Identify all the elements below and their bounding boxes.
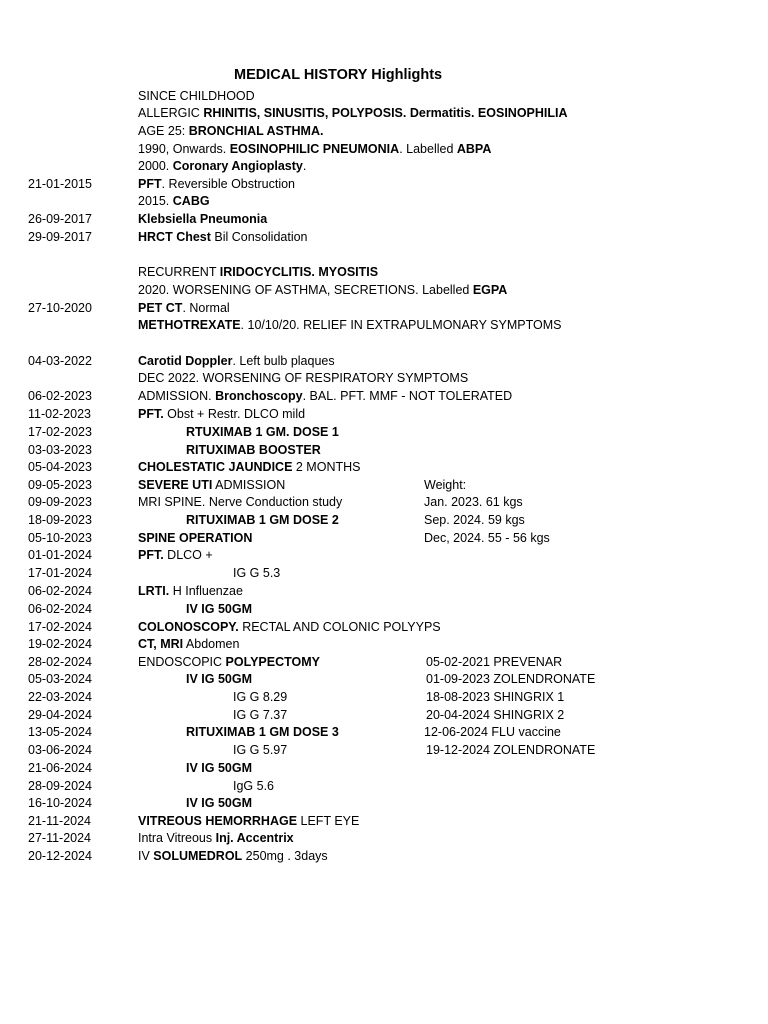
history-row [0,813,768,830]
entry-text: Carotid Doppler. Left bulb plaques [138,354,335,368]
entry-text: CT, MRI Abdomen [138,637,240,651]
entry-text: ADMISSION. Bronchoscopy. BAL. PFT. MMF - NOT TOLERATED [138,389,513,403]
history-row [0,229,768,246]
entry-text: 1990, Onwards. EOSINOPHILIC PNEUMONIA. Labelled ABPA [138,142,492,156]
history-row [0,547,768,564]
history-row [0,654,768,671]
entry-date: 05-03-2024 [28,672,92,686]
history-row [0,494,768,511]
side-note: Sep. 2024. 59 kgs [424,513,525,527]
entry-date: 20-12-2024 [28,849,92,863]
history-row [0,512,768,529]
entry-text: SINCE CHILDHOOD [138,89,255,103]
entry-text: RTUXIMAB 1 GM. DOSE 1 [186,425,339,439]
side-note: Jan. 2023. 61 kgs [424,495,523,509]
history-row [0,158,768,175]
history-row [0,530,768,547]
entry-text: RITUXIMAB 1 GM DOSE 3 [186,725,339,739]
history-row [0,193,768,210]
entry-date: 29-09-2017 [28,230,92,244]
history-row [0,671,768,688]
entry-date: 04-03-2022 [28,354,92,368]
entry-text: RITUXIMAB 1 GM DOSE 2 [186,513,339,527]
entry-date: 17-02-2024 [28,620,92,634]
entry-text: MRI SPINE. Nerve Conduction study [138,495,343,509]
entry-date: 18-09-2023 [28,513,92,527]
history-row [0,583,768,600]
history-row [0,406,768,423]
history-row [0,778,768,795]
entry-text: AGE 25: BRONCHIAL ASTHMA. [138,124,324,138]
entry-date: 09-05-2023 [28,478,92,492]
entry-date: 21-11-2024 [28,814,92,828]
history-row [0,141,768,158]
entry-text: LRTI. H Influenzae [138,584,243,598]
side-note: 20-04-2024 SHINGRIX 2 [426,708,565,722]
side-note: 01-09-2023 ZOLENDRONATE [426,672,596,686]
entry-text: ENDOSCOPIC POLYPECTOMY [138,655,320,669]
history-row [0,123,768,140]
entry-text: IV IG 50GM [186,602,252,616]
entry-text: DEC 2022. WORSENING OF RESPIRATORY SYMPTOMS [138,371,469,385]
entry-date: 17-02-2023 [28,425,92,439]
entry-date: 28-02-2024 [28,655,92,669]
entry-date: 03-03-2023 [28,443,92,457]
entry-date: 05-04-2023 [28,460,92,474]
history-row [0,282,768,299]
entry-text: PFT. DLCO + [138,548,213,562]
entry-text: SPINE OPERATION [138,531,253,545]
entry-date: 21-06-2024 [28,761,92,775]
side-note: Weight: [424,478,467,492]
history-row [0,760,768,777]
history-row [0,477,768,494]
entry-date: 26-09-2017 [28,212,92,226]
side-note: Dec, 2024. 55 - 56 kgs [424,531,550,545]
entry-date: 19-02-2024 [28,637,92,651]
history-row [0,424,768,441]
entry-date: 03-06-2024 [28,743,92,757]
history-row [0,370,768,387]
entry-date: 29-04-2024 [28,708,92,722]
entry-text: IG G 5.3 [233,566,281,580]
history-row [0,565,768,582]
history-row [0,105,768,122]
entry-date: 13-05-2024 [28,725,92,739]
side-note: 18-08-2023 SHINGRIX 1 [426,690,565,704]
history-row [0,636,768,653]
entry-date: 09-09-2023 [28,495,92,509]
entry-date: 06-02-2023 [28,389,92,403]
entry-text: 2000. Coronary Angioplasty. [138,159,307,173]
entry-date: 21-01-2015 [28,177,92,191]
history-row [0,388,768,405]
entry-text: IG G 7.37 [233,708,288,722]
entry-text: VITREOUS HEMORRHAGE LEFT EYE [138,814,360,828]
history-row [0,601,768,618]
entry-date: 11-02-2023 [28,407,92,421]
entry-text: IV IG 50GM [186,761,252,775]
history-row [0,848,768,865]
entry-date: 06-02-2024 [28,602,92,616]
entry-text: IG G 5.97 [233,743,288,757]
entry-text: PFT. Reversible Obstruction [138,177,295,191]
entry-date: 05-10-2023 [28,531,92,545]
history-row [0,211,768,228]
entry-text: CHOLESTATIC JAUNDICE 2 MONTHS [138,460,361,474]
history-row [0,353,768,370]
page-title: MEDICAL HISTORY Highlights [234,67,443,83]
entry-text: Intra Vitreous Inj. Accentrix [138,831,294,845]
entry-text: SEVERE UTI ADMISSION [138,478,286,492]
entry-date: 27-10-2020 [28,301,92,315]
entry-text: COLONOSCOPY. RECTAL AND COLONIC POLYYPS [138,620,441,634]
entry-date: 01-01-2024 [28,548,92,562]
entry-text: RECURRENT IRIDOCYCLITIS. MYOSITIS [138,265,379,279]
history-row [0,619,768,636]
entry-text: 2020. WORSENING OF ASTHMA, SECRETIONS. Labelled EGPA [138,283,508,297]
entry-text: PET CT. Normal [138,301,230,315]
entry-text: IG G 8.29 [233,690,288,704]
history-row [0,176,768,193]
entry-text: PFT. Obst + Restr. DLCO mild [138,407,306,421]
side-note: 12-06-2024 FLU vaccine [424,725,561,739]
history-row [0,459,768,476]
entry-text: METHOTREXATE. 10/10/20. RELIEF IN EXTRAPULMONARY SYMPTOMS [138,318,562,332]
history-row [0,707,768,724]
side-note: 05-02-2021 PREVENAR [426,655,563,669]
entry-date: 22-03-2024 [28,690,92,704]
entry-text: IV IG 50GM [186,672,252,686]
entry-text: IV IG 50GM [186,796,252,810]
entry-date: 17-01-2024 [28,566,92,580]
entry-text: ALLERGIC RHINITIS, SINUSITIS, POLYPOSIS. Dermatitis. EOSINOPHILIA [138,106,568,120]
history-row [0,88,768,105]
history-row [0,442,768,459]
history-row [0,742,768,759]
entry-text: HRCT Chest Bil Consolidation [138,230,308,244]
history-row [0,830,768,847]
side-note: 19-12-2024 ZOLENDRONATE [426,743,596,757]
entry-text: Klebsiella Pneumonia [138,212,268,226]
entry-date: 16-10-2024 [28,796,92,810]
entry-text: 2015. CABG [138,194,210,208]
entry-text: IgG 5.6 [233,779,274,793]
entry-text: IV SOLUMEDROL 250mg . 3days [138,849,328,863]
entry-date: 06-02-2024 [28,584,92,598]
history-row [0,689,768,706]
entry-text: RITUXIMAB BOOSTER [186,443,321,457]
history-row [0,300,768,317]
entry-date: 27-11-2024 [28,831,92,845]
history-row [0,317,768,334]
history-row [0,795,768,812]
history-row [0,264,768,281]
entry-date: 28-09-2024 [28,779,92,793]
history-row [0,724,768,741]
